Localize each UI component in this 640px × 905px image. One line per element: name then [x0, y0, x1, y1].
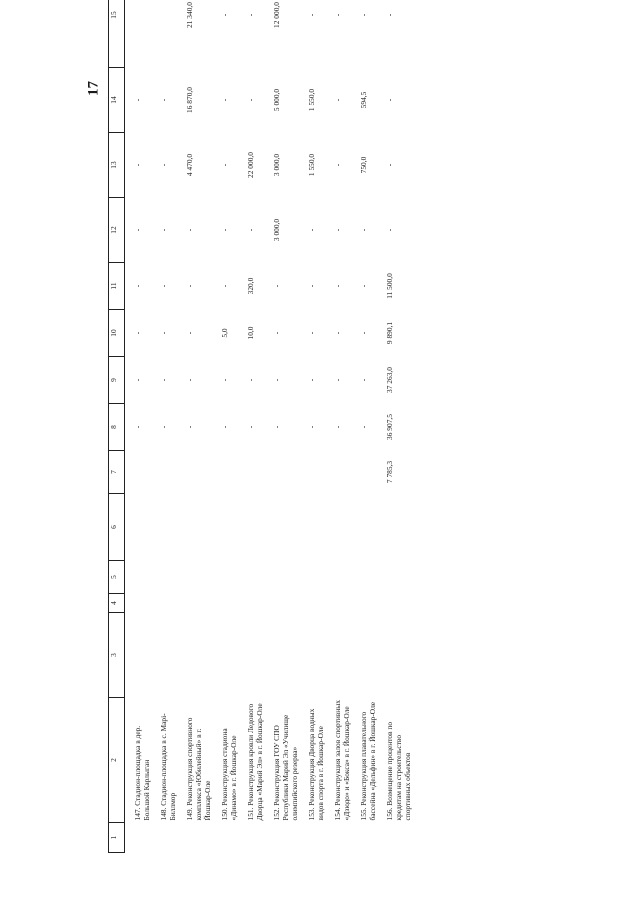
object-name-cell: 148. Стадион-площадка в с. Марi-Биллмор: [159, 713, 177, 821]
cell-col-5: [333, 561, 351, 594]
cell-col-13: -: [385, 163, 394, 167]
row-spacer-cell: [212, 0, 220, 853]
cell-col-6: [159, 494, 177, 561]
cell-col-6: [385, 494, 412, 561]
cell-col-10: -: [333, 331, 342, 335]
cell-col-8: -: [133, 425, 142, 429]
cell-col-3: [272, 613, 299, 698]
cell-col-15: -: [385, 13, 394, 17]
row-spacer-cell: [177, 0, 185, 853]
cell-col-15: -: [220, 13, 229, 17]
cell-col-4: [359, 594, 377, 613]
cell-col-8: -: [333, 425, 342, 429]
column-header-13: 13: [109, 133, 125, 198]
cell-col-7: [133, 451, 151, 494]
cell-col-14: 16 870,0: [185, 87, 194, 113]
cell-col-8: -: [159, 425, 168, 429]
cell-col-12: -: [246, 228, 255, 232]
cell-col-11: -: [133, 284, 142, 288]
cell-col-9: -: [246, 378, 255, 382]
cell-col-5: [272, 561, 299, 594]
cell-col-3: [246, 613, 264, 698]
cell-col-3: [307, 613, 325, 698]
cell-col-3: [133, 613, 151, 698]
cell-col-5: [159, 561, 177, 594]
row-spacer-cell: [151, 0, 159, 853]
cell-col-4: [220, 594, 238, 613]
cell-col-11: -: [307, 284, 316, 288]
cell-col-15: -: [307, 13, 316, 17]
column-header-12: 12: [109, 198, 125, 263]
cell-col-4: [333, 594, 351, 613]
cell-col-10: 10,0: [246, 326, 255, 340]
cell-col-9: -: [333, 378, 342, 382]
cell-col-10: -: [133, 331, 142, 335]
column-header-1: 1: [109, 823, 125, 853]
cell-col-12: -: [307, 228, 316, 232]
cell-col-14: -: [159, 98, 168, 102]
row-spacer: [351, 0, 359, 853]
cell-col-9: -: [185, 378, 194, 382]
cell-col-3: [220, 613, 238, 698]
column-header-5: 5: [109, 561, 125, 594]
cell-col-8: -: [246, 425, 255, 429]
cell-col-5: [385, 561, 412, 594]
data-table: [108, 0, 412, 853]
row-spacer: [377, 0, 385, 853]
table-body: [125, 0, 413, 853]
cell-col-7: [185, 451, 212, 494]
row-spacer-cell: [299, 0, 307, 853]
cell-col-4: [185, 594, 212, 613]
cell-col-15: 12 000,0: [272, 2, 281, 28]
cell-col-12: 3 000,0: [272, 218, 281, 242]
cell-col-15: 21 340,0: [185, 2, 194, 28]
row-spacer: [264, 0, 272, 853]
cell-col-9: -: [220, 378, 229, 382]
cell-col-7: [246, 451, 264, 494]
row-spacer-cell: [351, 0, 359, 853]
cell-col-8: -: [185, 425, 194, 429]
cell-col-10: -: [159, 331, 168, 335]
cell-col-7: [333, 451, 351, 494]
row-spacer: [325, 0, 333, 853]
cell-col-3: [333, 613, 351, 698]
cell-col-13: 750,0: [359, 156, 368, 174]
cell-col-14: 5 000,0: [272, 88, 281, 112]
cell-col-3: [385, 613, 412, 698]
cell-col-13: 4 470,0: [185, 153, 194, 177]
cell-col-6: [246, 494, 264, 561]
cell-col-6: [220, 494, 238, 561]
table-row: [220, 0, 238, 853]
cell-col-11: 320,0: [246, 277, 255, 295]
rotated-table-container: [108, 2, 553, 853]
cell-col-1: [359, 823, 377, 853]
cell-col-5: [220, 561, 238, 594]
cell-col-8: -: [307, 425, 316, 429]
column-header-10: 10: [109, 310, 125, 357]
cell-col-4: [385, 594, 412, 613]
column-header-2: 2: [109, 698, 125, 823]
object-name-cell: 155. Реконструкция плавательного бассейна «Дельфин» в г. Йошкар-Оле: [359, 701, 377, 821]
object-name-cell: 152. Реконструкция ГОУ СПО Республики Марий Эл «Училище олимпийского резерва»: [272, 714, 299, 821]
object-name-cell: 147. Стадион-площадка в дер. Большой Карлыган: [133, 725, 151, 821]
cell-col-6: [272, 494, 299, 561]
cell-col-11: -: [159, 284, 168, 288]
cell-col-13: -: [220, 163, 229, 167]
cell-col-8: 36 907,5: [385, 414, 394, 440]
cell-col-1: [133, 823, 151, 853]
object-name-cell: 150. Реконструкция стадиона «Динамо» в г. Йошкар-Оле: [220, 728, 238, 821]
cell-col-11: -: [272, 284, 281, 288]
cell-col-1: [185, 823, 212, 853]
cell-col-3: [185, 613, 212, 698]
table-row: [307, 0, 325, 853]
cell-col-1: [333, 823, 351, 853]
cell-col-11: -: [333, 284, 342, 288]
column-header-11: 11: [109, 263, 125, 310]
cell-col-9: -: [307, 378, 316, 382]
cell-col-13: 1 550,0: [307, 153, 316, 177]
cell-col-7: [359, 451, 377, 494]
cell-col-10: -: [272, 331, 281, 335]
column-header-6: 6: [109, 494, 125, 561]
cell-col-12: -: [159, 228, 168, 232]
cell-col-8: -: [359, 425, 368, 429]
cell-col-11: -: [359, 284, 368, 288]
row-spacer-cell: [125, 0, 134, 853]
object-name-cell: 149. Реконструкция спортивного комплекса «Юбилейный» в г. Йошкар-Оле: [185, 717, 212, 821]
column-header-15: 15: [109, 0, 125, 68]
cell-col-14: 594,5: [359, 91, 368, 109]
column-header-8: 8: [109, 404, 125, 451]
cell-col-7: [220, 451, 238, 494]
cell-col-6: [185, 494, 212, 561]
cell-col-6: [307, 494, 325, 561]
object-name-cell: 154. Реконструкция залов спортивных «Дзюдо» и «Бокса» в г. Йошкар-Оле: [333, 700, 351, 821]
cell-col-13: 3 000,0: [272, 153, 281, 177]
cell-col-6: [359, 494, 377, 561]
cell-col-5: [359, 561, 377, 594]
row-spacer-cell: [238, 0, 246, 853]
cell-col-6: [133, 494, 151, 561]
table-header-row: [109, 0, 125, 853]
cell-col-1: [220, 823, 238, 853]
page-number: 17: [85, 81, 102, 96]
cell-col-8: -: [272, 425, 281, 429]
row-spacer: [299, 0, 307, 853]
row-spacer: [151, 0, 159, 853]
cell-col-9: -: [133, 378, 142, 382]
cell-col-5: [133, 561, 151, 594]
cell-col-1: [272, 823, 299, 853]
cell-col-10: -: [307, 331, 316, 335]
cell-col-7: [272, 451, 299, 494]
row-spacer-cell: [264, 0, 272, 853]
cell-col-15: -: [246, 13, 255, 17]
cell-col-11: 11 500,0: [385, 273, 394, 299]
cell-col-9: 37 263,0: [385, 367, 394, 393]
cell-col-14: -: [246, 98, 255, 102]
table-row: [133, 0, 151, 853]
cell-col-10: 5,0: [220, 328, 229, 338]
cell-col-10: -: [185, 331, 194, 335]
cell-col-13: -: [133, 163, 142, 167]
table-row: [385, 0, 412, 853]
cell-col-4: [272, 594, 299, 613]
cell-col-15: -: [333, 13, 342, 17]
cell-col-10: -: [359, 331, 368, 335]
cell-col-8: -: [220, 425, 229, 429]
row-spacer-cell: [325, 0, 333, 853]
cell-col-14: -: [333, 98, 342, 102]
cell-col-11: -: [185, 284, 194, 288]
table-row: [159, 0, 177, 853]
column-header-3: 3: [109, 613, 125, 698]
cell-col-4: [159, 594, 177, 613]
cell-col-14: -: [220, 98, 229, 102]
cell-col-4: [307, 594, 325, 613]
cell-col-9: -: [359, 378, 368, 382]
cell-col-13: 22 000,0: [246, 152, 255, 178]
cell-col-6: [333, 494, 351, 561]
cell-col-14: 1 550,0: [307, 88, 316, 112]
cell-col-7: [159, 451, 177, 494]
cell-col-12: -: [185, 228, 194, 232]
cell-col-12: -: [220, 228, 229, 232]
cell-col-14: -: [385, 98, 394, 102]
cell-col-10: 9 890,1: [385, 321, 394, 345]
cell-col-7: [307, 451, 325, 494]
cell-col-1: [307, 823, 325, 853]
cell-col-12: -: [359, 228, 368, 232]
cell-col-12: -: [385, 228, 394, 232]
row-spacer-cell: [377, 0, 385, 853]
column-header-7: 7: [109, 451, 125, 494]
row-spacer: [125, 0, 134, 853]
table-row: [359, 0, 377, 853]
cell-col-1: [159, 823, 177, 853]
cell-col-9: -: [159, 378, 168, 382]
cell-col-5: [185, 561, 212, 594]
cell-col-3: [159, 613, 177, 698]
cell-col-12: -: [133, 228, 142, 232]
cell-col-1: [385, 823, 412, 853]
table-row: [185, 0, 212, 853]
cell-col-12: -: [333, 228, 342, 232]
column-header-4: 4: [109, 594, 125, 613]
cell-col-4: [246, 594, 264, 613]
object-name-cell: 153. Реконструкция Дворца водных видов спорта в г. Йошкар-Оле: [307, 708, 325, 821]
column-header-9: 9: [109, 357, 125, 404]
cell-col-11: -: [220, 284, 229, 288]
cell-col-5: [246, 561, 264, 594]
cell-col-5: [307, 561, 325, 594]
cell-col-13: -: [159, 163, 168, 167]
row-spacer: [212, 0, 220, 853]
object-name-cell: 156. Возмещение процентов по кредитам на строительство спортивных объектов: [385, 721, 412, 821]
table-row: [272, 0, 299, 853]
row-spacer: [177, 0, 185, 853]
cell-col-14: -: [133, 98, 142, 102]
table-row: [246, 0, 264, 853]
column-header-14: 14: [109, 68, 125, 133]
cell-col-13: -: [333, 163, 342, 167]
row-spacer: [238, 0, 246, 853]
cell-col-3: [359, 613, 377, 698]
cell-col-4: [133, 594, 151, 613]
object-name-cell: 151. Реконструкция кровли Ледового Дворца «Марий Эл» в г. Йошкар-Оле: [246, 703, 264, 821]
cell-col-1: [246, 823, 264, 853]
cell-col-9: -: [272, 378, 281, 382]
cell-col-7: 7 785,3: [385, 460, 394, 484]
cell-col-15: -: [359, 13, 368, 17]
table-row: [333, 0, 351, 853]
